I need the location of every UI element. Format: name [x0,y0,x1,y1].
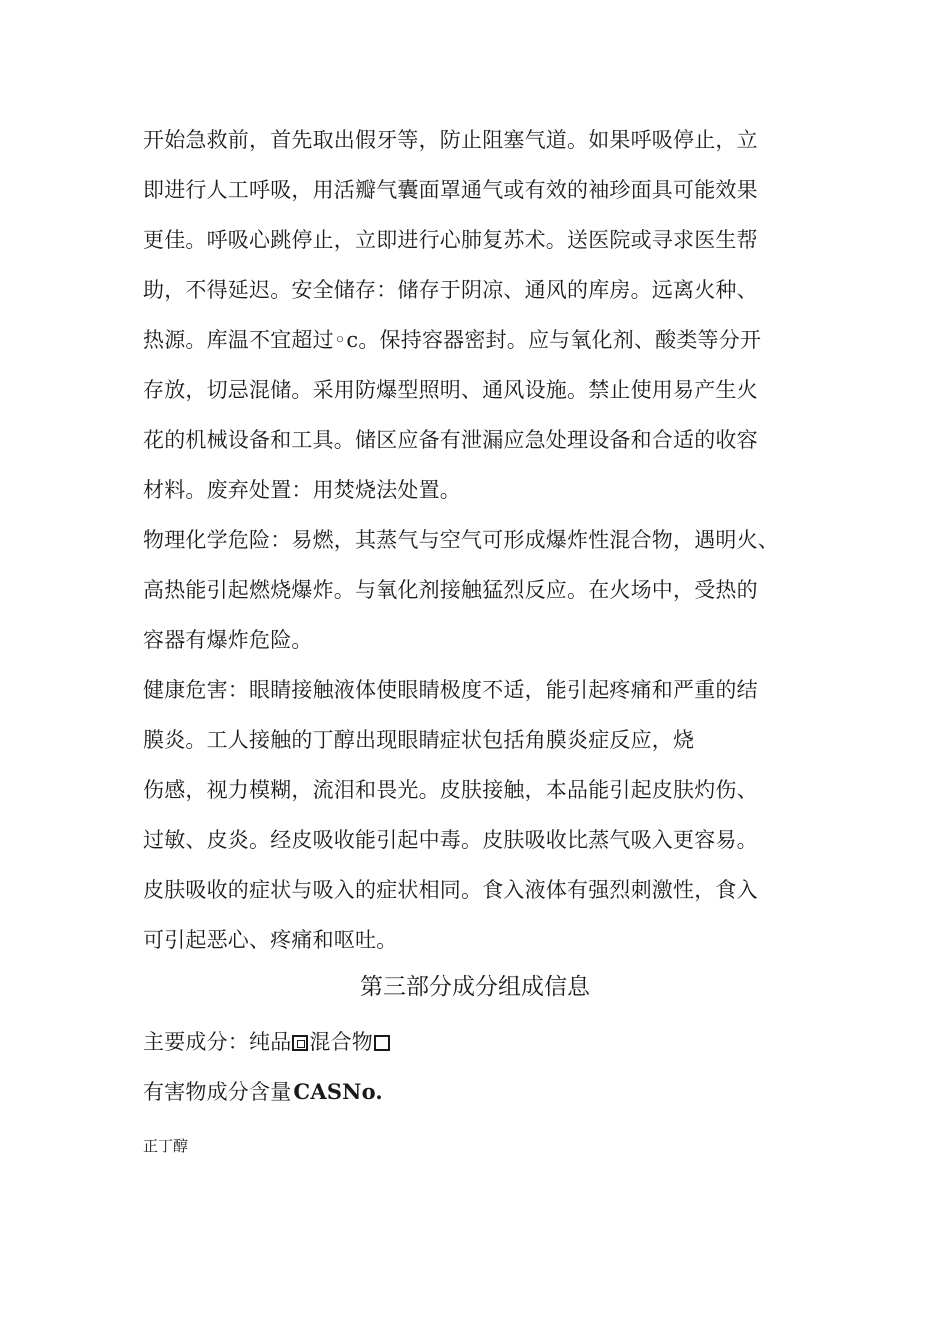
paragraph-line: 材料。废弃处置：用焚烧法处置。 [143,478,461,502]
paragraph-line: 开始急救前，首先取出假牙等，防止阻塞气道。如果呼吸停止，立 [143,128,758,152]
paragraph-line: 健康危害：眼睛接触液体使眼睛极度不适，能引起疼痛和严重的结 [143,678,758,702]
paragraph-line: 物理化学危险：易燃，其蒸气与空气可形成爆炸性混合物，遇明火、 [143,528,779,552]
paragraph-line: 花的机械设备和工具。储区应备有泄漏应急处理设备和合适的收容 [143,428,758,452]
cas-label: CASNo. [293,1079,383,1104]
paragraph-line: 存放，切忌混储。采用防爆型照明、通风设施。禁止使用易产生火 [143,378,758,402]
paragraph-line: 即进行人工呼吸，用活瓣气囊面罩通气或有效的袖珍面具可能效果 [143,178,758,202]
mixture-label: 混合物 [309,1030,374,1054]
substance-name: 正丁醇 [143,1137,189,1155]
paragraph-line: 过敏、皮炎。经皮吸收能引起中毒。皮肤吸收比蒸气吸入更容易。 [143,828,758,852]
paragraph-line: 容器有爆炸危险。 [143,628,313,652]
paragraph-line: 伤感，视力模糊，流泪和畏光。皮肤接触，本品能引起皮肤灼伤、 [143,778,758,802]
paragraph-line: 可引起恶心、疼痛和呕吐。 [143,928,398,952]
section-heading: 第三部分成分组成信息 [360,974,590,1000]
paragraph-line: 皮肤吸收的症状与吸入的症状相同。食入液体有强烈刺激性，食入 [143,878,758,902]
mixture-checkbox[interactable] [374,1035,390,1051]
main-component-row [143,1028,391,1056]
hazard-component-row [143,1078,383,1106]
paragraph-line: 高热能引起燃烧爆炸。与氧化剂接触猛烈反应。在火场中，受热的 [143,578,758,602]
hazard-label: 有害物成分含量 [143,1080,292,1104]
paragraph-line: 更佳。呼吸心跳停止，立即进行心肺复苏术。送医院或寻求医生帮 [143,228,758,252]
main-component-label: 主要成分：纯品 [143,1030,292,1054]
paragraph-line: 热源。库温不宜超过◦c。保持容器密封。应与氧化剂、酸类等分开 [143,328,762,352]
paragraph-line: 助，不得延迟。安全储存：储存于阴凉、通风的库房。远离火种、 [143,278,758,302]
paragraph-line: 膜炎。工人接触的丁醇出现眼睛症状包括角膜炎症反应，烧 [143,728,695,752]
pure-checkbox[interactable] [292,1035,308,1051]
